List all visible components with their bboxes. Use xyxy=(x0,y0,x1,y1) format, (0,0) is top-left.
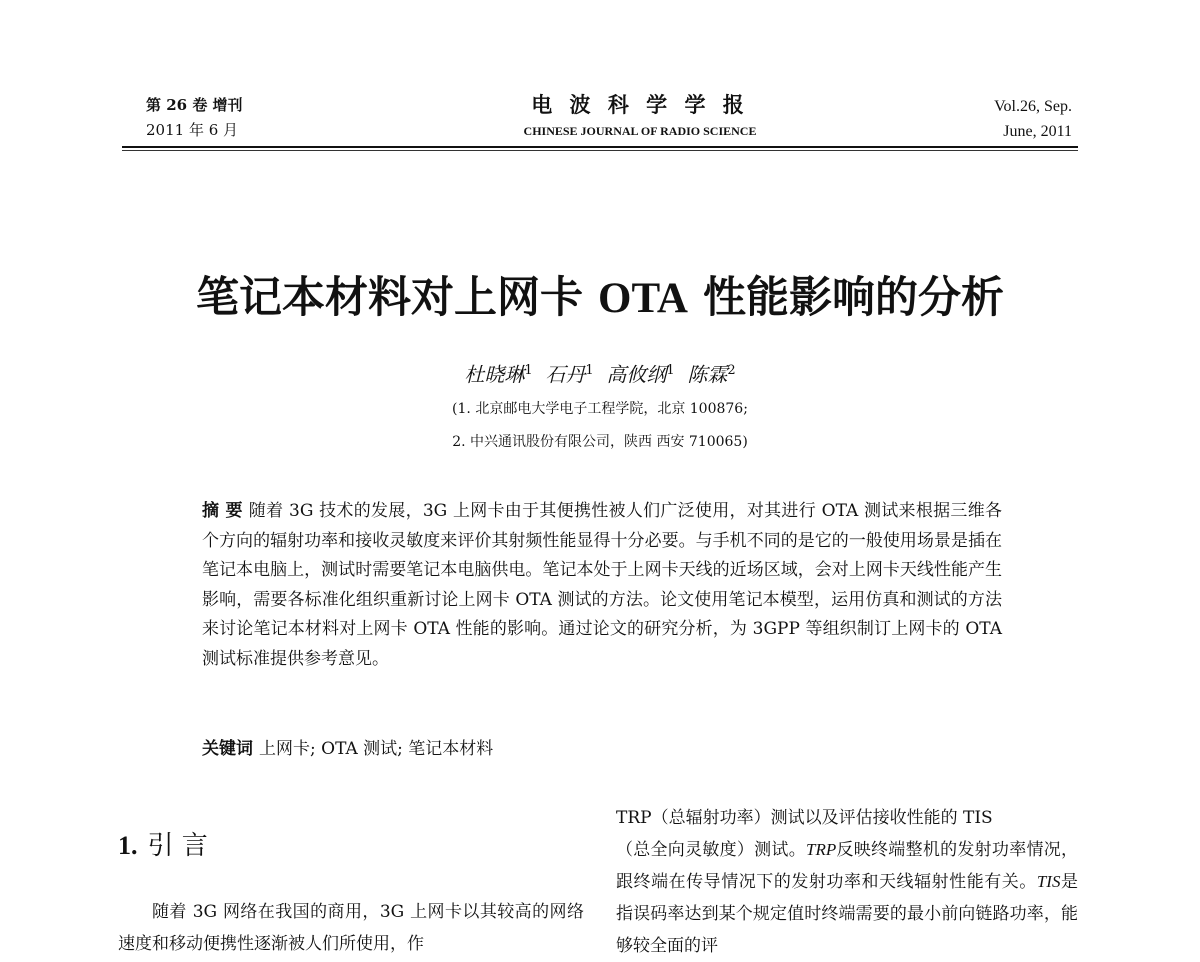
left-column xyxy=(118,896,584,960)
author-name: 石丹 xyxy=(545,362,586,387)
section-heading xyxy=(118,828,208,864)
journal-name-cn: 电 波 科 学 学 报 xyxy=(531,92,749,117)
author-name: 杜晓琳 xyxy=(464,362,525,387)
header-rule-thin xyxy=(122,150,1078,151)
journal-name-en: CHINESE JOURNAL OF RADIO SCIENCE xyxy=(523,124,757,138)
author-name: 高攸纲 xyxy=(606,362,667,387)
header-left xyxy=(146,93,243,143)
volume-en: Vol.26, Sep. xyxy=(994,98,1072,115)
author-name: 陈霖 xyxy=(687,362,728,387)
header-center xyxy=(440,92,840,141)
title-part2: 性能影响的分析 xyxy=(688,273,1004,323)
keywords-text: 上网卡; OTA 测试; 笔记本材料 xyxy=(259,739,494,759)
keywords xyxy=(202,736,493,762)
right-text-1: TRP（总辐射功率）测试以及评估接收性能的 TIS xyxy=(616,808,993,828)
section-title: 引 言 xyxy=(147,831,208,861)
tis-term: TIS xyxy=(1036,872,1061,891)
affiliation-2: 2. 中兴通讯股份有限公司，陕西 西安 710065) xyxy=(452,434,748,450)
author-affil-mark: 1 xyxy=(524,363,533,378)
paper-title xyxy=(0,268,1200,329)
header-rule xyxy=(122,146,1078,148)
author-list xyxy=(0,356,1200,390)
trp-term: TRP xyxy=(805,840,837,859)
affiliation-1: (1. 北京邮电大学电子工程学院，北京 100876; xyxy=(452,401,748,417)
right-text-4: 是指误码率达到某个规定值时终端需要的最小前向链路功率，能够较全面的评 xyxy=(616,872,1079,956)
right-text-3: 反映终端整机的发射功率情况，跟终端在传导情况下的发射功率和天线辐射性能有关。 xyxy=(616,840,1079,892)
abstract xyxy=(202,497,1002,674)
date-en: June, 2011 xyxy=(1003,123,1072,140)
author-affil-mark: 1 xyxy=(666,363,675,378)
section-number: 1. xyxy=(118,831,138,860)
keywords-label: 关键词 xyxy=(202,739,253,759)
left-paragraph: 随着 3G 网络在我国的商用，3G 上网卡以其较高的网络速度和移动便携性逐渐被人们所使用，作 xyxy=(118,902,584,954)
title-part1: 笔记本材料对上网卡 xyxy=(196,273,598,323)
header-right xyxy=(994,94,1072,144)
abstract-text: 随着 3G 技术的发展，3G 上网卡由于其便携性被人们广泛使用，对其进行 OTA 测试来根据三维各个方向的辐射功率和接收灵敏度来评价其射频性能显得十分必要。与手机不同的是它的一般使用场景是插在笔记本电脑上，测试时需要笔记本电脑供电。笔记本处于上网卡天线的近场区域，会对上网卡天线性能产生影响，需要各标准化组织重新讨论上网卡 OTA 测试的方法。论文使用笔记本模型，运用仿真和测试的方法来讨论笔记本材料对上网卡 OTA 性能的影响。通过论文的研究分析，为 3GPP 等组织制订上网卡的 OTA 测试标准提供参考意见。 xyxy=(202,501,1002,669)
volume-cn: 第 26 卷 增刊 xyxy=(146,96,243,114)
title-latin: OTA xyxy=(598,275,688,322)
author-affil-mark: 1 xyxy=(585,363,594,378)
abstract-label: 摘 要 xyxy=(202,501,243,521)
right-column xyxy=(616,802,1078,962)
right-paragraph xyxy=(616,802,1078,962)
right-text-2: （总全向灵敏度）测试。 xyxy=(616,840,806,860)
author-affil-mark: 2 xyxy=(727,363,736,378)
date-cn: 2011 年 6 月 xyxy=(146,121,239,139)
